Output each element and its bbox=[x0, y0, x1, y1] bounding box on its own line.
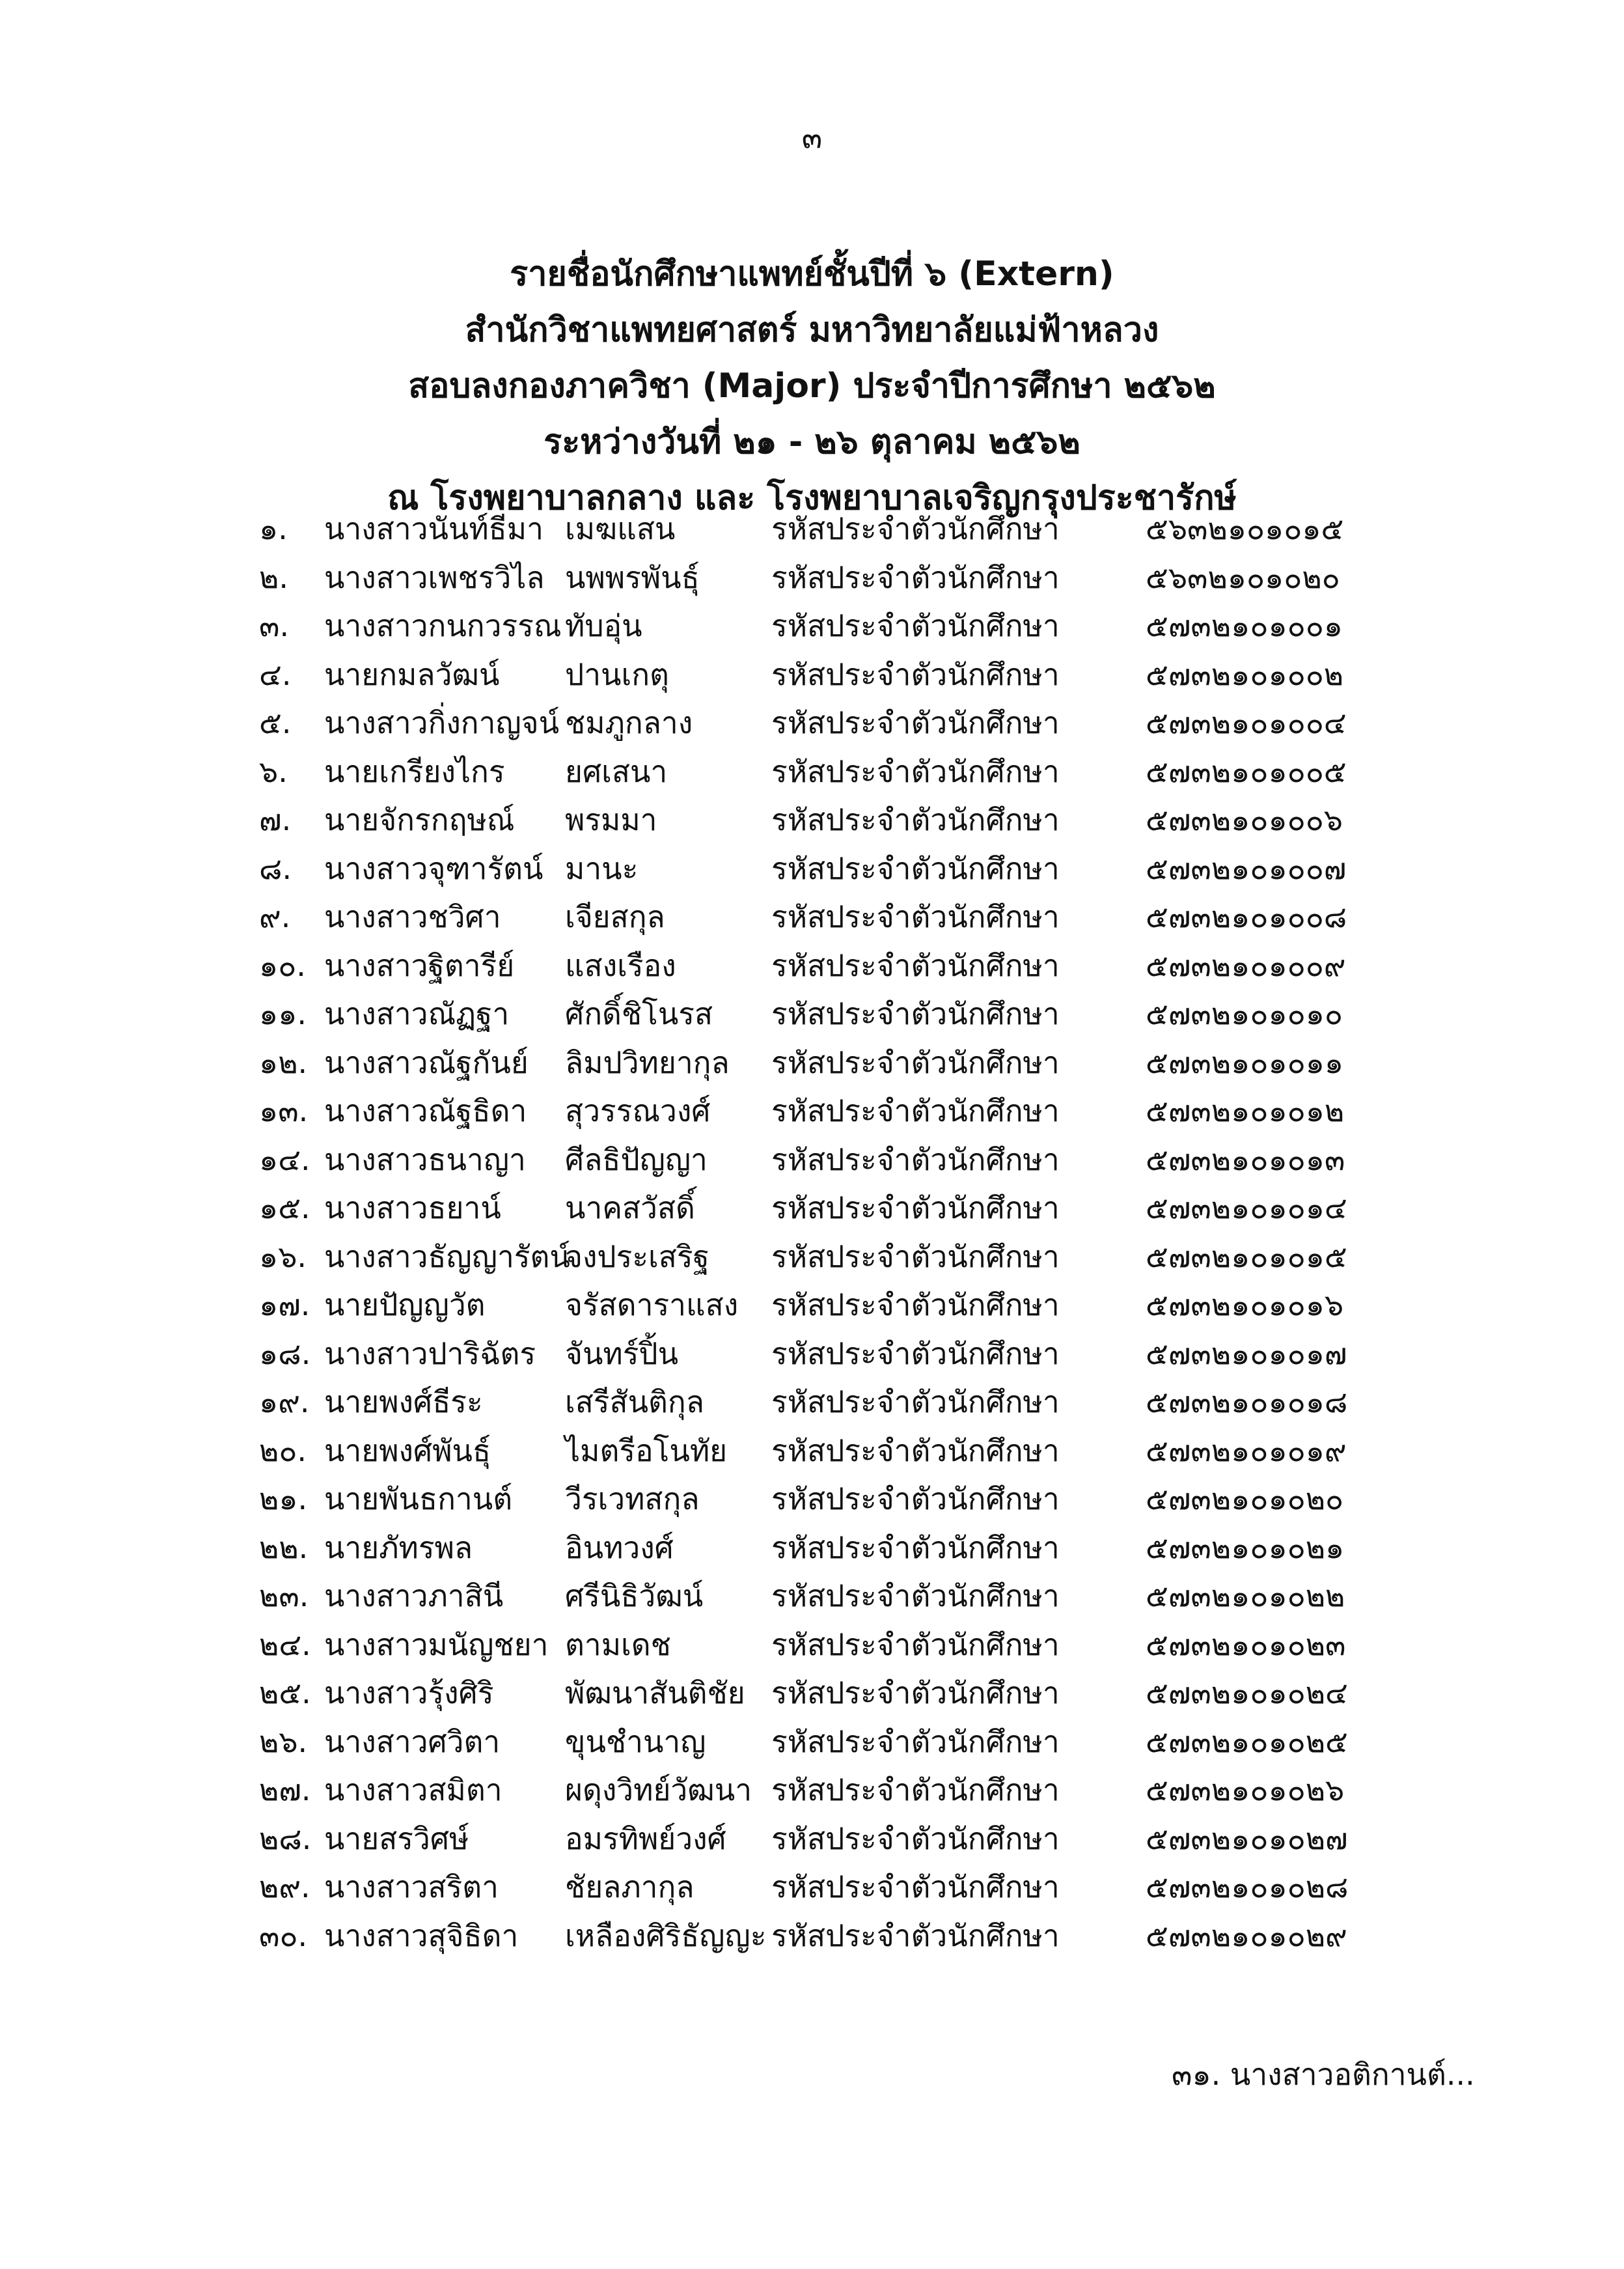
student-last-name: ศีลธิปัญญา bbox=[565, 1141, 708, 1177]
student-row bbox=[0, 1912, 1624, 1960]
row-number: ๔. bbox=[259, 656, 292, 692]
row-number: ๗. bbox=[259, 802, 292, 837]
student-last-name: ศรีนิธิวัฒน์ bbox=[565, 1578, 704, 1613]
student-row bbox=[0, 1718, 1624, 1766]
student-row bbox=[0, 1038, 1624, 1087]
row-number: ๘. bbox=[259, 850, 292, 886]
student-id-label: รหัสประจำตัวนักศึกษา bbox=[771, 947, 1060, 983]
student-id-label: รหัสประจำตัวนักศึกษา bbox=[771, 1723, 1060, 1759]
row-number: ๑๖. bbox=[259, 1238, 307, 1274]
student-id: ๕๗๓๒๑๐๑๐๐๖ bbox=[1146, 802, 1343, 837]
student-id: ๕๗๓๒๑๐๑๐๐๙ bbox=[1146, 947, 1346, 983]
heading-location: ณ โรงพยาบาลกลาง และ โรงพยาบาลเจริญกรุงประชารักษ์ bbox=[387, 479, 1237, 518]
student-first-name: นางสาวศวิตา bbox=[324, 1723, 501, 1759]
student-row bbox=[0, 553, 1624, 602]
row-number: ๒๖. bbox=[259, 1723, 308, 1759]
student-last-name: แสงเรือง bbox=[565, 947, 676, 983]
student-first-name: นางสาวกิ่งกาญจน์ bbox=[324, 705, 560, 740]
student-first-name: นางสาวธัญญารัตน์ bbox=[324, 1238, 570, 1274]
student-id: ๕๖๓๒๑๐๑๐๒๐ bbox=[1146, 559, 1340, 595]
student-first-name: นางสาวรุ้งศิริ bbox=[324, 1675, 494, 1710]
student-last-name: จรัสดาราแสง bbox=[565, 1287, 739, 1322]
student-id-label: รหัสประจำตัวนักศึกษา bbox=[771, 1772, 1060, 1807]
student-first-name: นายปัญญวัต bbox=[324, 1287, 486, 1322]
student-row bbox=[0, 1232, 1624, 1281]
student-id-label: รหัสประจำตัวนักศึกษา bbox=[771, 1141, 1060, 1177]
row-number: ๒๓. bbox=[259, 1578, 309, 1613]
student-last-name: นาคสวัสดิ์ bbox=[565, 1190, 695, 1225]
student-first-name: นางสาวฐิตารีย์ bbox=[324, 947, 515, 983]
student-last-name: จงประเสริฐ bbox=[565, 1238, 709, 1274]
student-first-name: นายจักรกฤษณ์ bbox=[324, 802, 515, 837]
row-number: ๒๕. bbox=[259, 1675, 311, 1710]
student-first-name: นางสาวสริตา bbox=[324, 1869, 499, 1904]
student-id-label: รหัสประจำตัวนักศึกษา bbox=[771, 1578, 1060, 1613]
student-last-name: สุวรรณวงศ์ bbox=[565, 1093, 711, 1128]
student-row bbox=[0, 1621, 1624, 1669]
student-id: ๕๗๓๒๑๐๑๐๒๕ bbox=[1146, 1723, 1348, 1759]
student-first-name: นางสาวจุฑารัตน์ bbox=[324, 850, 544, 886]
student-row bbox=[0, 1669, 1624, 1718]
student-first-name: นางสาวณัฏฐา bbox=[324, 996, 510, 1031]
heading-institution: สำนักวิชาแพทยศาสตร์ มหาวิทยาลัยแม่ฟ้าหลวง bbox=[465, 311, 1159, 350]
student-last-name: เสรีสันติกุล bbox=[565, 1384, 704, 1419]
row-number: ๑๓. bbox=[259, 1093, 309, 1128]
student-id: ๕๖๓๒๑๐๑๐๑๕ bbox=[1146, 511, 1344, 546]
row-number: ๒๗. bbox=[259, 1772, 311, 1807]
student-last-name: ศักดิ์ชิโนรส bbox=[565, 996, 713, 1031]
student-id-label: รหัสประจำตัวนักศึกษา bbox=[771, 899, 1060, 934]
row-number: ๒๑. bbox=[259, 1481, 308, 1516]
student-row bbox=[0, 1427, 1624, 1475]
row-number: ๓๐. bbox=[259, 1917, 308, 1953]
student-row bbox=[0, 1184, 1624, 1232]
student-last-name: ทับอุ่น bbox=[565, 608, 642, 643]
student-row bbox=[0, 1766, 1624, 1815]
student-first-name: นายเกรียงไกร bbox=[324, 753, 505, 789]
student-id: ๕๗๓๒๑๐๑๐๑๙ bbox=[1146, 1432, 1347, 1468]
student-row bbox=[0, 1281, 1624, 1329]
student-row bbox=[0, 505, 1624, 553]
student-id: ๕๗๓๒๑๐๑๐๑๑ bbox=[1146, 1044, 1344, 1080]
row-number: ๒๒. bbox=[259, 1529, 309, 1565]
student-last-name: ชมภูกลาง bbox=[565, 705, 693, 740]
student-row bbox=[0, 1378, 1624, 1427]
student-id-label: รหัสประจำตัวนักศึกษา bbox=[771, 1044, 1060, 1080]
student-id: ๕๗๓๒๑๐๑๐๐๔ bbox=[1146, 705, 1347, 740]
student-id: ๕๗๓๒๑๐๑๐๐๘ bbox=[1146, 899, 1347, 934]
student-id: ๕๗๓๒๑๐๑๐๒๗ bbox=[1146, 1820, 1348, 1856]
row-number: ๒๔. bbox=[259, 1626, 311, 1662]
student-row bbox=[0, 941, 1624, 990]
student-id-label: รหัสประจำตัวนักศึกษา bbox=[771, 1093, 1060, 1128]
row-number: ๒๐. bbox=[259, 1432, 307, 1468]
student-first-name: นางสาวมนัญชยา bbox=[324, 1626, 549, 1662]
student-id: ๕๗๓๒๑๐๑๐๑๕ bbox=[1146, 1238, 1347, 1274]
student-id: ๕๗๓๒๑๐๑๐๑๘ bbox=[1146, 1384, 1348, 1419]
student-first-name: นางสาวนันท์ธีมา bbox=[324, 511, 544, 546]
student-last-name: อินทวงศ์ bbox=[565, 1529, 674, 1565]
student-first-name: นางสาวเพชรวิไล bbox=[324, 559, 545, 595]
student-id-label: รหัสประจำตัวนักศึกษา bbox=[771, 1287, 1060, 1322]
student-id: ๕๗๓๒๑๐๑๐๑๗ bbox=[1146, 1335, 1347, 1371]
student-id-label: รหัสประจำตัวนักศึกษา bbox=[771, 1820, 1060, 1856]
student-row bbox=[0, 699, 1624, 747]
heading-dates: ระหว่างวันที่ ๒๑ - ๒๖ ตุลาคม ๒๕๖๒ bbox=[544, 423, 1080, 462]
student-row bbox=[0, 1475, 1624, 1524]
student-id: ๕๗๓๒๑๐๑๐๒๘ bbox=[1146, 1869, 1349, 1904]
student-first-name: นางสาวณัฐธิดา bbox=[324, 1093, 527, 1128]
student-id-label: รหัสประจำตัวนักศึกษา bbox=[771, 608, 1060, 643]
student-id: ๕๗๓๒๑๐๑๐๑๐ bbox=[1146, 996, 1343, 1031]
student-id: ๕๗๓๒๑๐๑๐๒๙ bbox=[1146, 1917, 1347, 1953]
row-number: ๑๗. bbox=[259, 1287, 310, 1322]
student-id: ๕๗๓๒๑๐๑๐๑๓ bbox=[1146, 1141, 1345, 1177]
student-first-name: นางสาวภาสินี bbox=[324, 1578, 504, 1613]
row-number: ๑๔. bbox=[259, 1141, 310, 1177]
student-id: ๕๗๓๒๑๐๑๐๑๖ bbox=[1146, 1287, 1344, 1322]
student-id-label: รหัสประจำตัวนักศึกษา bbox=[771, 1869, 1060, 1904]
student-first-name: นางสาวธยาน์ bbox=[324, 1190, 501, 1225]
student-row bbox=[0, 844, 1624, 893]
row-number: ๑. bbox=[259, 511, 288, 546]
student-last-name: วีรเวทสกุล bbox=[565, 1481, 700, 1516]
student-id-label: รหัสประจำตัวนักศึกษา bbox=[771, 850, 1060, 886]
heading-exam: สอบลงกองภาควิชา (Major) ประจำปีการศึกษา ๒๕๖๒ bbox=[408, 367, 1216, 406]
student-id: ๕๗๓๒๑๐๑๐๐๕ bbox=[1146, 753, 1347, 789]
student-id-label: รหัสประจำตัวนักศึกษา bbox=[771, 996, 1060, 1031]
student-id-label: รหัสประจำตัวนักศึกษา bbox=[771, 1384, 1060, 1419]
row-number: ๒๙. bbox=[259, 1869, 310, 1904]
student-id-label: รหัสประจำตัวนักศึกษา bbox=[771, 1529, 1060, 1565]
student-first-name: นายสรวิศษ์ bbox=[324, 1820, 469, 1856]
student-row bbox=[0, 990, 1624, 1038]
student-id-label: รหัสประจำตัวนักศึกษา bbox=[771, 1335, 1060, 1371]
student-row bbox=[0, 1815, 1624, 1863]
student-last-name: ตามเดช bbox=[565, 1626, 671, 1662]
student-id: ๕๗๓๒๑๐๑๐๑๔ bbox=[1146, 1190, 1347, 1225]
page-number: ๓ bbox=[801, 120, 823, 155]
row-number: ๙. bbox=[259, 899, 291, 934]
student-first-name: นางสาวปาริฉัตร bbox=[324, 1335, 536, 1371]
student-first-name: นางสาวณัฐกันย์ bbox=[324, 1044, 529, 1080]
row-number: ๒๘. bbox=[259, 1820, 312, 1856]
student-id-label: รหัสประจำตัวนักศึกษา bbox=[771, 1481, 1060, 1516]
student-first-name: นางสาวสุจิธิดา bbox=[324, 1917, 519, 1953]
student-first-name: นายพงศ์พันธุ์ bbox=[324, 1432, 491, 1468]
student-first-name: นางสาวชวิศา bbox=[324, 899, 501, 934]
student-id-label: รหัสประจำตัวนักศึกษา bbox=[771, 1238, 1060, 1274]
student-last-name: ลิมปวิทยากุล bbox=[565, 1044, 730, 1080]
student-last-name: พัฒนาสันติชัย bbox=[565, 1675, 745, 1710]
student-id: ๕๗๓๒๑๐๑๐๒๖ bbox=[1146, 1772, 1345, 1807]
student-id-label: รหัสประจำตัวนักศึกษา bbox=[771, 656, 1060, 692]
student-id-label: รหัสประจำตัวนักศึกษา bbox=[771, 1190, 1060, 1225]
student-last-name: ยศเสนา bbox=[565, 753, 668, 789]
student-row bbox=[0, 1863, 1624, 1912]
student-id-label: รหัสประจำตัวนักศึกษา bbox=[771, 1432, 1060, 1468]
student-first-name: นายพงศ์ธีระ bbox=[324, 1384, 483, 1419]
student-last-name: มานะ bbox=[565, 850, 639, 886]
student-row bbox=[0, 893, 1624, 941]
student-first-name: นางสาวสมิตา bbox=[324, 1772, 502, 1807]
row-number: ๒. bbox=[259, 559, 288, 595]
student-row bbox=[0, 1524, 1624, 1572]
student-row bbox=[0, 747, 1624, 796]
student-first-name: นางสาวธนาญา bbox=[324, 1141, 526, 1177]
student-id-label: รหัสประจำตัวนักศึกษา bbox=[771, 511, 1060, 546]
row-number: ๖. bbox=[259, 753, 288, 789]
student-last-name: ปานเกตุ bbox=[565, 656, 669, 692]
student-id: ๕๗๓๒๑๐๑๐๑๒ bbox=[1146, 1093, 1345, 1128]
student-row bbox=[0, 796, 1624, 844]
student-last-name: จันทร์ปิ้น bbox=[565, 1335, 679, 1371]
student-id-label: รหัสประจำตัวนักศึกษา bbox=[771, 1675, 1060, 1710]
student-row bbox=[0, 1329, 1624, 1378]
student-last-name: ชัยลภากุล bbox=[565, 1869, 695, 1904]
student-last-name: อมรทิพย์วงศ์ bbox=[565, 1820, 726, 1856]
student-id: ๕๗๓๒๑๐๑๐๒๑ bbox=[1146, 1529, 1345, 1565]
student-row bbox=[0, 1135, 1624, 1184]
heading-title: รายชื่อนักศึกษาแพทย์ชั้นปีที่ ๖ (Extern) bbox=[510, 255, 1114, 294]
student-id: ๕๗๓๒๑๐๑๐๐๗ bbox=[1146, 850, 1347, 886]
student-row bbox=[0, 1572, 1624, 1621]
student-last-name: เมฆแสน bbox=[565, 511, 676, 546]
student-id: ๕๗๓๒๑๐๑๐๒๔ bbox=[1146, 1675, 1348, 1710]
student-id-label: รหัสประจำตัวนักศึกษา bbox=[771, 753, 1060, 789]
student-last-name: ผดุงวิทย์วัฒนา bbox=[565, 1772, 752, 1807]
row-number: ๑๐. bbox=[259, 947, 306, 983]
student-first-name: นายพันธกานต์ bbox=[324, 1481, 513, 1516]
student-last-name: ไมตรีอโนทัย bbox=[565, 1432, 728, 1468]
student-id-label: รหัสประจำตัวนักศึกษา bbox=[771, 559, 1060, 595]
row-number: ๓. bbox=[259, 608, 290, 643]
row-number: ๑๕. bbox=[259, 1190, 310, 1225]
student-last-name: เหลืองศิริธัญญะ bbox=[565, 1917, 767, 1953]
student-id-label: รหัสประจำตัวนักศึกษา bbox=[771, 802, 1060, 837]
student-roster bbox=[0, 505, 1624, 1960]
student-id: ๕๗๓๒๑๐๑๐๒๐ bbox=[1146, 1481, 1344, 1516]
student-last-name: นพพรพันธุ์ bbox=[565, 559, 700, 595]
document-heading bbox=[0, 246, 1624, 526]
student-id-label: รหัสประจำตัวนักศึกษา bbox=[771, 705, 1060, 740]
student-first-name: นางสาวกนกวรรณ bbox=[324, 608, 562, 643]
student-first-name: นายภัทรพล bbox=[324, 1529, 473, 1565]
student-row bbox=[0, 602, 1624, 650]
row-number: ๑๙. bbox=[259, 1384, 310, 1419]
continuation-note: ๓๑. นางสาวอติกานต์... bbox=[1172, 2057, 1475, 2092]
student-row bbox=[0, 650, 1624, 699]
student-row bbox=[0, 1087, 1624, 1135]
student-id: ๕๗๓๒๑๐๑๐๐๒ bbox=[1146, 656, 1344, 692]
row-number: ๑๑. bbox=[259, 996, 307, 1031]
student-id-label: รหัสประจำตัวนักศึกษา bbox=[771, 1917, 1060, 1953]
student-id: ๕๗๓๒๑๐๑๐๒๒ bbox=[1146, 1578, 1345, 1613]
student-last-name: เจียสกุล bbox=[565, 899, 665, 934]
row-number: ๕. bbox=[259, 705, 292, 740]
row-number: ๑๘. bbox=[259, 1335, 311, 1371]
student-last-name: พรมมา bbox=[565, 802, 657, 837]
student-id: ๕๗๓๒๑๐๑๐๒๓ bbox=[1146, 1626, 1346, 1662]
student-last-name: ขุนชำนาญ bbox=[565, 1723, 706, 1759]
student-id-label: รหัสประจำตัวนักศึกษา bbox=[771, 1626, 1060, 1662]
row-number: ๑๒. bbox=[259, 1044, 308, 1080]
student-id: ๕๗๓๒๑๐๑๐๐๑ bbox=[1146, 608, 1343, 643]
student-first-name: นายกมลวัฒน์ bbox=[324, 656, 500, 692]
